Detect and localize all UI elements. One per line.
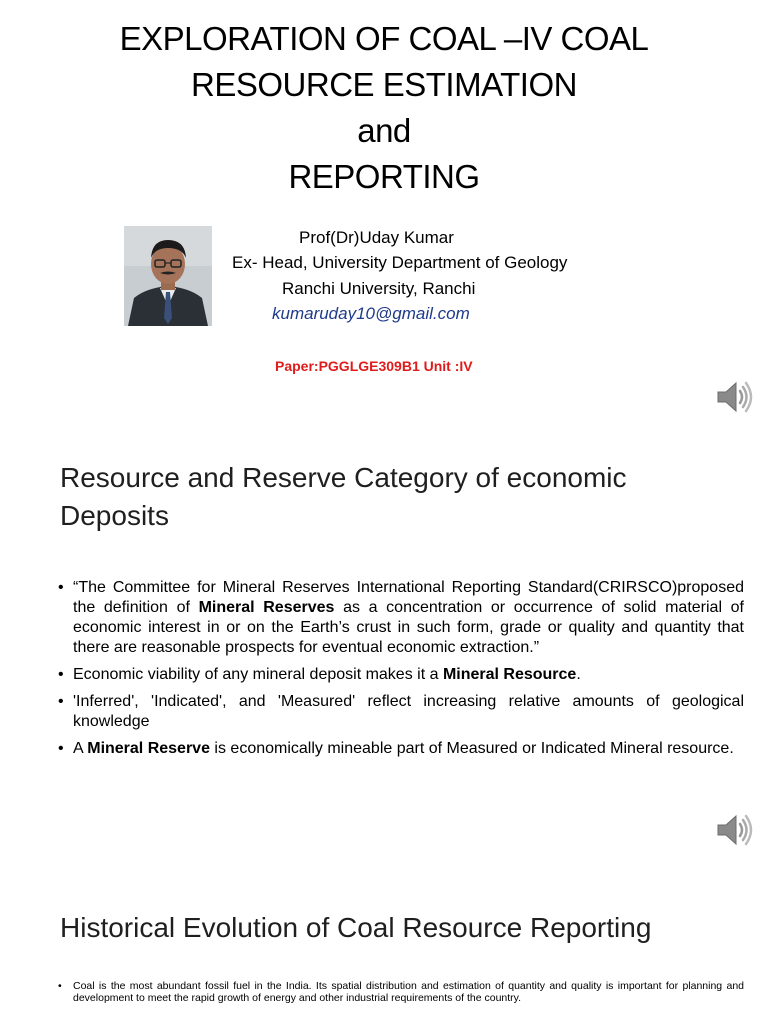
author-name: Prof(Dr)Uday Kumar (299, 228, 454, 247)
title-line-2: RESOURCE ESTIMATION (191, 66, 577, 103)
bullet-list (58, 578, 744, 766)
title-line-1: EXPLORATION OF COAL –IV COAL (119, 20, 649, 57)
author-photo (124, 226, 212, 326)
title-slide (0, 0, 768, 430)
title-line-4: REPORTING (288, 158, 480, 195)
list-item: • Coal is the most abundant fossil fuel in the India. Its spatial distribution and estimation of quantity and quality is important for planning and development to meet the rapid growth of energy and other industrial requirements of the country. (58, 980, 744, 1004)
slide-heading-line-2: Deposits (60, 500, 169, 531)
slide-heading-line-1: Resource and Reserve Category of economic (60, 462, 627, 493)
speaker-icon[interactable] (714, 810, 754, 850)
author-institution: Ranchi University, Ranchi (282, 279, 476, 298)
bullet-list (58, 980, 744, 1004)
paper-code: Paper:PGGLGE309B1 Unit :IV (275, 358, 473, 374)
list-item: • 'Inferred', 'Indicated', and 'Measured' reflect increasing relative amounts of geological knowledge (58, 692, 744, 732)
title-line-3: and (357, 112, 411, 149)
list-item: • A Mineral Reserve is economically mineable part of Measured or Indicated Mineral resource. (58, 739, 744, 759)
resource-reserve-slide (0, 430, 768, 875)
author-position: Ex- Head, University Department of Geology (232, 253, 568, 272)
list-item: • “The Committee for Mineral Reserves International Reporting Standard(CRIRSCO)proposed the definition of Mineral Reserves as a concentration or occurrence of solid material of economic interest in or on the Earth’s crust in such form, grade or quality and quantity that there are reasonable prospects for eventual economic extraction.” (58, 578, 744, 658)
author-email[interactable]: kumaruday10@gmail.com (272, 304, 470, 323)
list-item: • Economic viability of any mineral deposit makes it a Mineral Resource. (58, 665, 744, 685)
speaker-icon[interactable] (714, 377, 754, 417)
historical-evolution-slide (0, 875, 768, 1024)
slide-heading: Historical Evolution of Coal Resource Reporting (60, 912, 652, 943)
